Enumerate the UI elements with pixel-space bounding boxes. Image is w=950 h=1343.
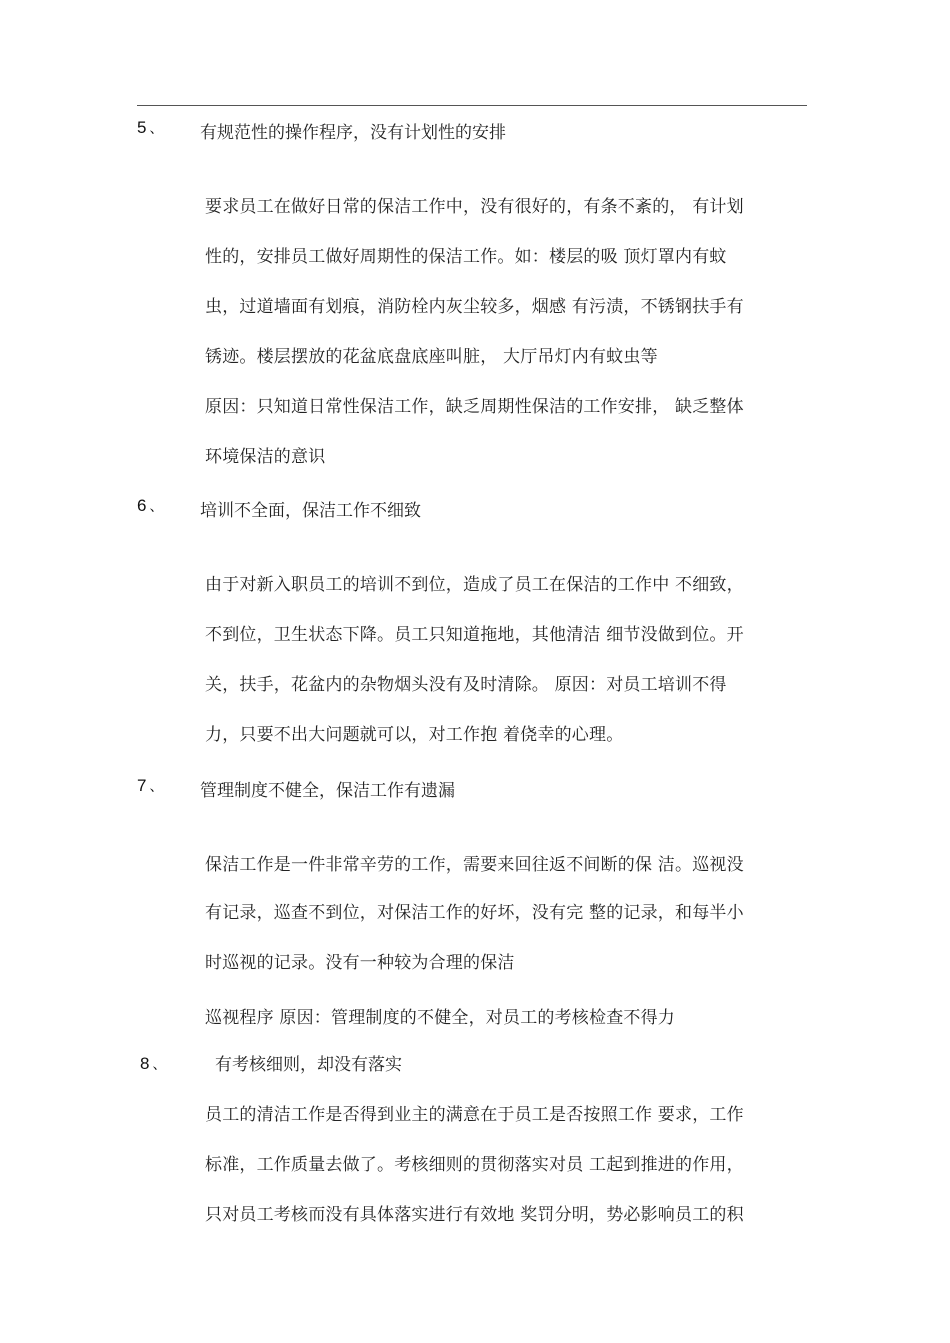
body-line: 虫，过道墙面有划痕，消防栓内灰尘较多，烟感 有污渍，不锈钢扶手有 <box>205 297 744 317</box>
body-line: 由于对新入职员工的培训不到位，造成了员工在保洁的工作中 不细致， <box>205 575 744 595</box>
section-number: 8 、 <box>140 1054 167 1073</box>
section-heading: 有规范性的操作程序，没有计划性的安排 <box>200 123 506 143</box>
body-line: 保洁工作是一件非常辛劳的工作，需要来回往返不间断的保 洁。巡视没 <box>205 855 744 875</box>
section-number: 5 、 <box>137 118 164 137</box>
section-number: 6 、 <box>137 496 164 515</box>
body-line: 时巡视的记录。没有一种较为合理的保洁 <box>205 953 515 973</box>
body-line: 力，只要不出大问题就可以，对工作抱 着侥幸的心理。 <box>205 725 624 745</box>
body-line: 有记录，巡查不到位，对保洁工作的好坏，没有完 整的记录，和每半小 <box>205 903 744 923</box>
section-heading: 有考核细则，却没有落实 <box>215 1055 402 1075</box>
body-line: 员工的清洁工作是否得到业主的满意在于员工是否按照工作 要求，工作 <box>205 1105 744 1125</box>
body-line: 环境保洁的意识 <box>205 447 326 467</box>
body-line: 原因：只知道日常性保洁工作，缺乏周期性保洁的工作安排， 缺乏整体 <box>205 397 744 417</box>
section-heading: 培训不全面，保洁工作不细致 <box>200 501 421 521</box>
body-line: 只对员工考核而没有具体落实进行有效地 奖罚分明，势必影响员工的积 <box>205 1205 744 1225</box>
body-line: 要求员工在做好日常的保洁工作中，没有很好的，有条不紊的， 有计划 <box>205 197 744 217</box>
section-heading: 管理制度不健全，保洁工作有遗漏 <box>200 781 455 801</box>
body-line: 巡视程序 原因：管理制度的不健全，对员工的考核检查不得力 <box>205 1008 676 1028</box>
body-line: 标准，工作质量去做了。考核细则的贯彻落实对员 工起到推进的作用， <box>205 1155 744 1175</box>
section-number: 7 、 <box>137 776 164 795</box>
body-line: 性的，安排员工做好周期性的保洁工作。如：楼层的吸 顶灯罩内有蚊 <box>205 247 727 267</box>
top-rule <box>137 105 807 106</box>
body-line: 关，扶手，花盆内的杂物烟头没有及时清除。 原因：对员工培训不得 <box>205 675 727 695</box>
body-line: 锈迹。楼层摆放的花盆底盘底座叫脏， 大厅吊灯内有蚊虫等 <box>205 347 658 367</box>
body-line: 不到位，卫生状态下降。员工只知道拖地，其他清洁 细节没做到位。开 <box>205 625 744 645</box>
